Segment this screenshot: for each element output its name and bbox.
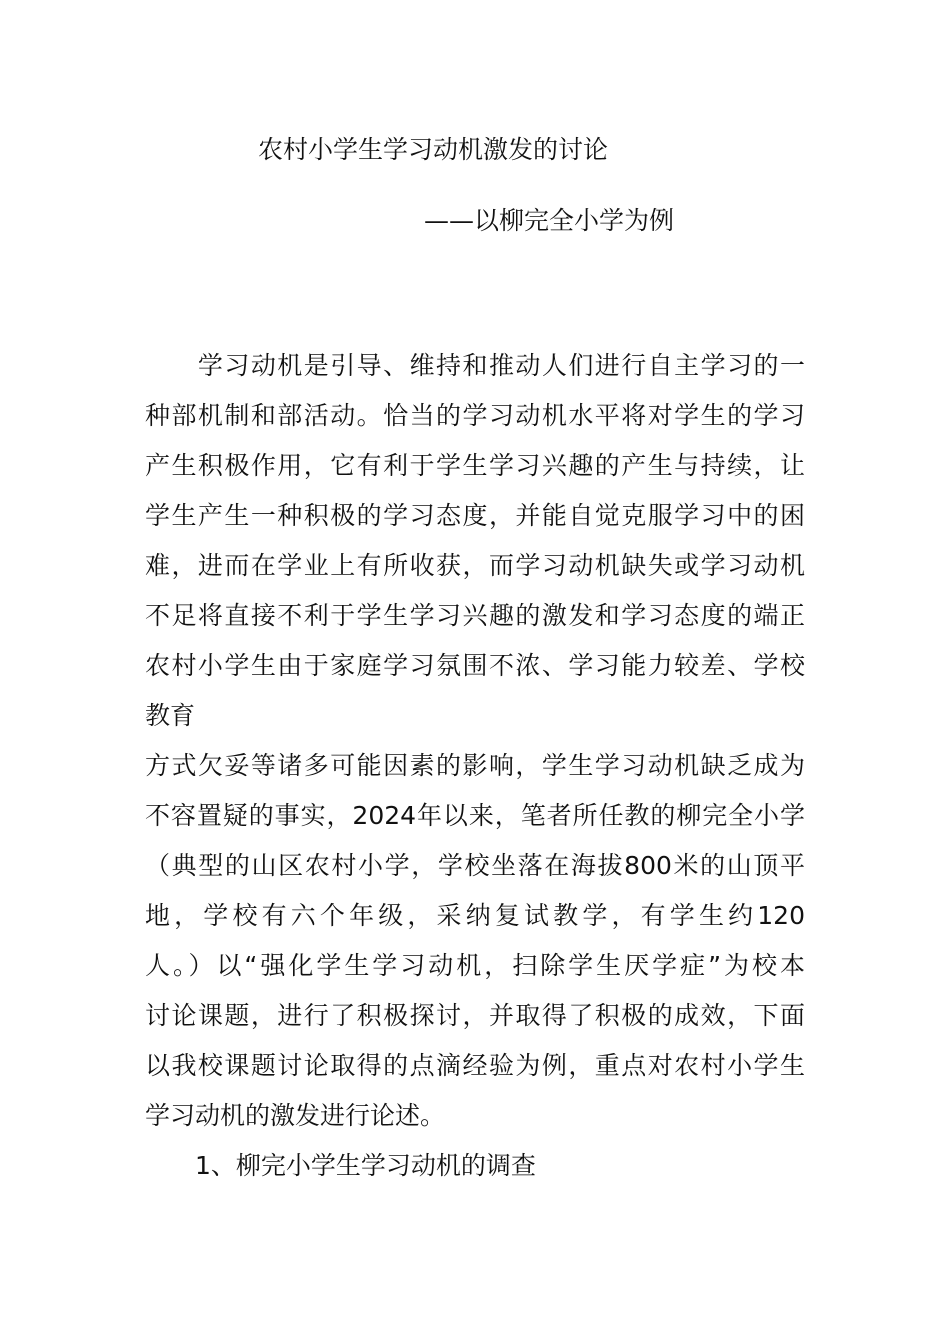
paragraph-line: （典型的山区农村小学，学校坐落在海拔800米的山顶平 [145, 851, 805, 880]
paragraph-line: 难，进而在学业上有所收获，而学习动机缺失或学习动机 [145, 551, 805, 580]
paragraph-line: 教育 [145, 701, 196, 730]
document-subtitle: ——以柳完全小学为例 [424, 206, 675, 235]
paragraph-line: 种部机制和部活动。恰当的学习动机水平将对学生的学习 [145, 401, 805, 430]
paragraph-line: 讨论课题，进行了积极探讨，并取得了积极的成效，下面 [145, 1001, 805, 1030]
paragraph-line: 学生产生一种积极的学习态度，并能自觉克服学习中的困 [145, 501, 805, 530]
section-heading: 1、柳完小学生学习动机的调查 [145, 1151, 536, 1180]
paragraph-line: 方式欠妥等诸多可能因素的影响，学生学习动机缺乏成为 [145, 751, 805, 780]
paragraph-line: 以我校课题讨论取得的点滴经验为例，重点对农村小学生 [145, 1051, 805, 1080]
paragraph-line: 人。）以“强化学生学习动机，扫除学生厌学症”为校本 [145, 951, 805, 980]
paragraph-line: 学习动机是引导、维持和推动人们进行自主学习的一 [145, 351, 805, 380]
paragraph-line: 学习动机的激发进行论述。 [145, 1101, 446, 1130]
paragraph-line: 地，学校有六个年级，采纳复试教学，有学生约120 [145, 901, 805, 930]
document-title: 农村小学生学习动机激发的讨论 [258, 135, 609, 164]
paragraph-line: 不容置疑的事实，2024年以来，笔者所任教的柳完全小学 [145, 801, 805, 830]
paragraph-line: 农村小学生由于家庭学习氛围不浓、学习能力较差、学校 [145, 651, 805, 680]
paragraph-line: 产生积极作用，它有利于学生学习兴趣的产生与持续，让 [145, 451, 805, 480]
paragraph-line: 不足将直接不利于学生学习兴趣的激发和学习态度的端正 [145, 601, 805, 630]
